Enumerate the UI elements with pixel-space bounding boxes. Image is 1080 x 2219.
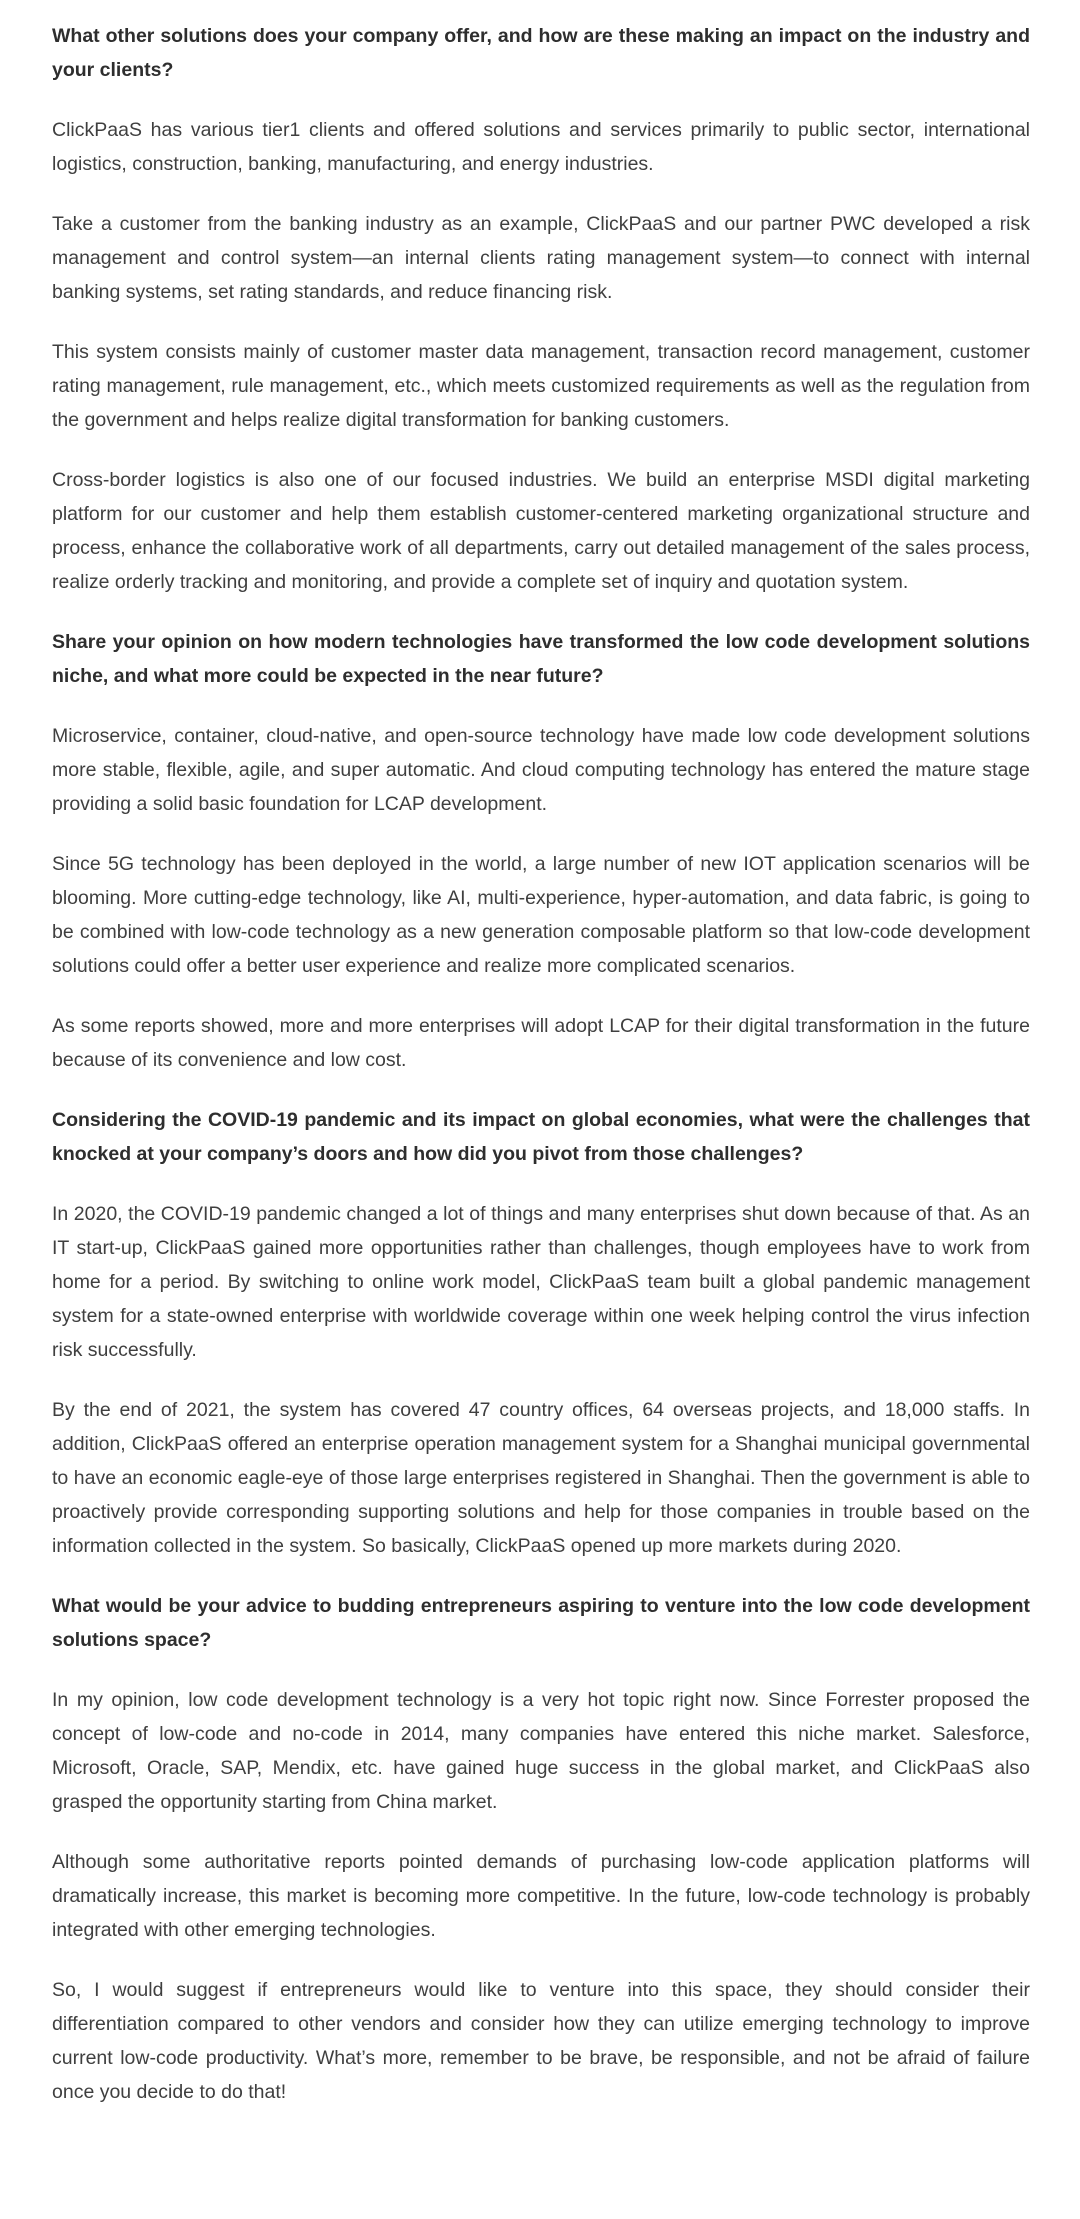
question-heading-4: What would be your advice to budding entrepreneurs aspiring to venture into the low code development solutions space? xyxy=(52,1595,1030,1651)
answer-paragraph-2: Take a customer from the banking industry as an example, ClickPaaS and our partner PWC developed a risk management and control system—an internal clients rating management system—to connect with internal banking systems, set rating standards, and reduce financing risk. xyxy=(52,213,1030,303)
question-heading-1: What other solutions does your company offer, and how are these making an impact on the industry and your clients? xyxy=(52,25,1030,81)
answer-paragraph-5: Microservice, container, cloud-native, and open-source technology have made low code development solutions more stable, flexible, agile, and super automatic. And cloud computing technology has entered the mature stage providing a solid basic foundation for LCAP development. xyxy=(52,725,1030,815)
question-heading-2: Share your opinion on how modern technologies have transformed the low code development solutions niche, and what more could be expected in the near future? xyxy=(52,631,1030,687)
answer-paragraph-10: In my opinion, low code development technology is a very hot topic right now. Since Forrester proposed the concept of low-code and no-code in 2014, many companies have entered this niche market. Salesforce, Microsoft, Oracle, SAP, Mendix, etc. have gained huge success in the global market, and ClickPaaS also grasped the opportunity starting from China market. xyxy=(52,1689,1030,1813)
answer-paragraph-4: Cross-border logistics is also one of our focused industries. We build an enterprise MSDI digital marketing platform for our customer and help them establish customer-centered marketing organizational structure and process, enhance the collaborative work of all departments, carry out detailed management of the sales process, realize orderly tracking and monitoring, and provide a complete set of inquiry and quotation system. xyxy=(52,469,1030,593)
answer-paragraph-7: As some reports showed, more and more enterprises will adopt LCAP for their digital transformation in the future because of its convenience and low cost. xyxy=(52,1015,1030,1071)
answer-paragraph-11: Although some authoritative reports pointed demands of purchasing low-code application platforms will dramatically increase, this market is becoming more competitive. In the future, low-code technology is probably integrated with other emerging technologies. xyxy=(52,1851,1030,1941)
answer-paragraph-1: ClickPaaS has various tier1 clients and offered solutions and services primarily to public sector, international logistics, construction, banking, manufacturing, and energy industries. xyxy=(52,119,1030,175)
answer-paragraph-12: So, I would suggest if entrepreneurs would like to venture into this space, they should consider their differentiation compared to other vendors and consider how they can utilize emerging technology to improve current low-code productivity. What’s more, remember to be brave, be responsible, and not be afraid of failure once you decide to do that! xyxy=(52,1979,1030,2103)
question-heading-3: Considering the COVID-19 pandemic and its impact on global economies, what were the challenges that knocked at your company’s doors and how did you pivot from those challenges? xyxy=(52,1109,1030,1165)
answer-paragraph-6: Since 5G technology has been deployed in the world, a large number of new IOT application scenarios will be blooming. More cutting-edge technology, like AI, multi-experience, hyper-automation, and data fabric, is going to be combined with low-code technology as a new generation composable platform so that low-code development solutions could offer a better user experience and realize more complicated scenarios. xyxy=(52,853,1030,977)
answer-paragraph-3: This system consists mainly of customer master data management, transaction record management, customer rating management, rule management, etc., which meets customized requirements as well as the regulation from the government and helps realize digital transformation for banking customers. xyxy=(52,341,1030,431)
answer-paragraph-9: By the end of 2021, the system has covered 47 country offices, 64 overseas projects, and 18,000 staffs. In addition, ClickPaaS offered an enterprise operation management system for a Shanghai municipal governmental to have an economic eagle-eye of those large enterprises registered in Shanghai. Then the government is able to proactively provide corresponding supporting solutions and help for those companies in trouble based on the information collected in the system. So basically, ClickPaaS opened up more markets during 2020. xyxy=(52,1399,1030,1557)
answer-paragraph-8: In 2020, the COVID-19 pandemic changed a lot of things and many enterprises shut down because of that. As an IT start-up, ClickPaaS gained more opportunities rather than challenges, though employees have to work from home for a period. By switching to online work model, ClickPaaS team built a global pandemic management system for a state-owned enterprise with worldwide coverage within one week helping control the virus infection risk successfully. xyxy=(52,1203,1030,1361)
